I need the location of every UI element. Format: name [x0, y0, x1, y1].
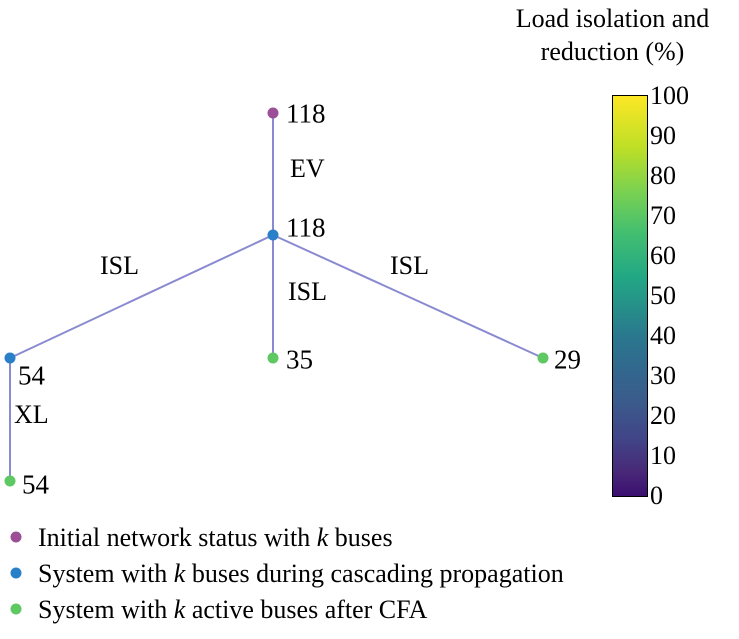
colorbar-tick-10: 10 — [650, 441, 676, 470]
legend-initial-ital: k — [316, 523, 329, 552]
graph-node-label-n6: 29 — [554, 344, 581, 375]
edge-label-xl: XL — [14, 400, 49, 429]
legend-item-after-cfa — [8, 593, 739, 629]
legend-aftercfa-post: active buses after CFA — [185, 595, 428, 624]
colorbar-title — [486, 2, 739, 68]
legend-aftercfa-pre: System with — [38, 595, 174, 624]
colorbar-tick-100: 100 — [650, 81, 689, 110]
graph-node-n1[interactable] — [268, 108, 279, 119]
edge-n2-n4 — [10, 235, 273, 358]
colorbar-tick-20: 20 — [650, 401, 676, 430]
legend-initial-post: buses — [328, 523, 393, 552]
legend-dot-initial — [11, 532, 22, 543]
colorbar-tick-30: 30 — [650, 361, 676, 390]
legend-aftercfa-ital: k — [173, 595, 186, 624]
legend-label-cascading — [38, 559, 564, 588]
graph-node-label-n3: 35 — [286, 344, 313, 375]
legend-item-cascading — [8, 557, 739, 593]
graph-node-n2[interactable] — [268, 230, 279, 241]
colorbar-title-line2: reduction (%) — [540, 37, 685, 66]
colorbar-tick-50: 50 — [650, 281, 676, 310]
legend-dot-after-cfa — [11, 604, 22, 615]
edge-label-isl-left: ISL — [100, 251, 139, 280]
edge-label-isl-right: ISL — [390, 251, 429, 280]
graph-node-n5[interactable] — [5, 476, 16, 487]
edge-label-ev: EV — [290, 154, 325, 183]
legend-initial-pre: Initial network status with — [38, 523, 317, 552]
graph-node-label-n1: 118 — [286, 98, 326, 129]
legend-item-initial — [8, 521, 739, 557]
colorbar-tick-0: 0 — [650, 481, 663, 510]
colorbar-tick-80: 80 — [650, 161, 676, 190]
graph-node-n4[interactable] — [5, 353, 16, 364]
legend-cascading-ital: k — [173, 559, 186, 588]
legend — [8, 521, 739, 629]
colorbar — [486, 0, 739, 520]
colorbar-tick-90: 90 — [650, 121, 676, 150]
legend-cascading-post: buses during cascading propagation — [185, 559, 564, 588]
edge-label-isl-center: ISL — [288, 277, 327, 306]
colorbar-tick-70: 70 — [650, 201, 676, 230]
legend-cascading-pre: System with — [38, 559, 174, 588]
legend-label-initial — [38, 523, 393, 552]
colorbar-title-line1: Load isolation and — [515, 4, 710, 33]
legend-label-after-cfa — [38, 595, 427, 624]
legend-dot-cascading — [11, 568, 22, 579]
graph-node-label-n4: 54 — [18, 360, 45, 391]
graph-node-label-n5: 54 — [22, 469, 49, 500]
colorbar-tick-40: 40 — [650, 321, 676, 350]
colorbar-tick-60: 60 — [650, 241, 676, 270]
graph-node-n3[interactable] — [268, 353, 279, 364]
graph-node-label-n2: 118 — [286, 212, 326, 243]
colorbar-gradient — [612, 95, 648, 497]
